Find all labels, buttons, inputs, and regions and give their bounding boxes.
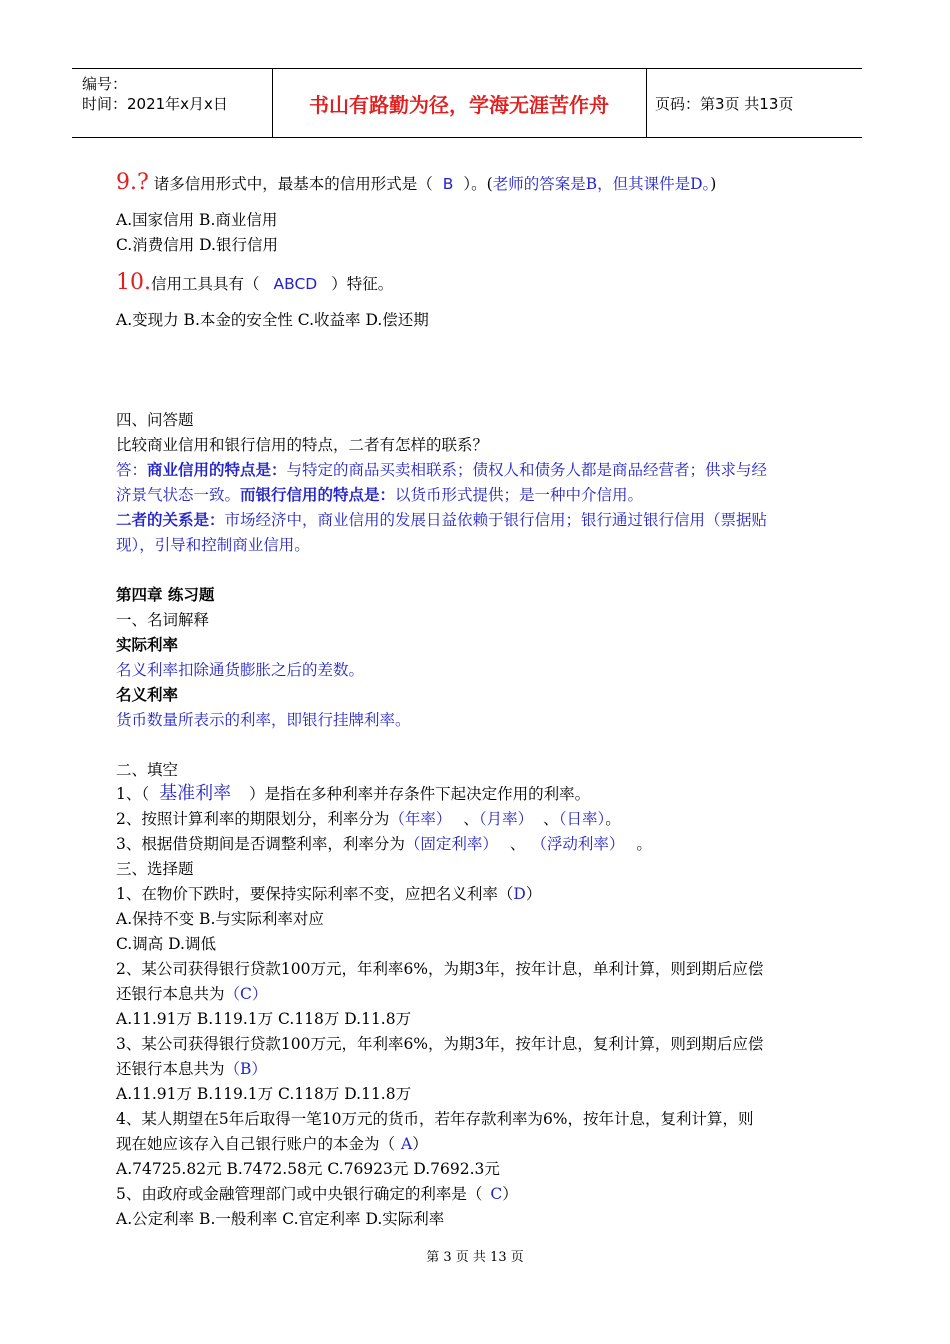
question-9-answer: B: [442, 175, 454, 193]
choice-2-line-1: 2、某公司获得银行贷款100万元，年利率6%，为期3年，按年计息，单利计算，则到期后应偿: [116, 960, 764, 978]
essay-answer-line-1: 答：商业信用的特点是：与特定的商品买卖相联系；债权人和债务人都是商品经营者；供求与经: [116, 460, 768, 479]
choice-5: 5、由政府或金融管理部门或中央银行确定的利率是（ C）: [116, 1185, 518, 1203]
question-10-number: 10.: [116, 270, 151, 295]
choice-3-options: A.11.91万 B.119.1万 C.118万 D.11.8万: [116, 1085, 412, 1103]
page-footer: 第 3 页 共 13 页: [426, 1250, 524, 1265]
choice-5-options: A.公定利率 B.一般利率 C.官定利率 D.实际利率: [116, 1210, 445, 1228]
header-info-cell: [72, 69, 273, 137]
question-10-options: A.变现力 B.本金的安全性 C.收益率 D.偿还期: [116, 311, 429, 329]
header-motto: 书山有路勤为径，学海无涯苦作舟: [272, 69, 647, 137]
question-9-note: 老师的答案是B，但其课件是D。: [492, 175, 711, 193]
page-header: [72, 68, 862, 138]
choice-1-options-1: A.保持不变 B.与实际利率对应: [116, 910, 324, 928]
question-9-options-2: C.消费信用 D.银行信用: [116, 236, 278, 254]
essay-answer-line-3: 二者的关系是：市场经济中，商业信用的发展日益依赖于银行信用；银行通过银行信用（票据贴: [116, 510, 768, 529]
fill-1-answer: 基准利率: [159, 783, 232, 804]
choice-1-options-2: C.调高 D.调低: [116, 935, 216, 953]
term-2-definition: 货币数量所表示的利率，即银行挂牌利率。: [116, 711, 411, 729]
fill-2: 2、按照计算利率的期限划分，利率分为（年率） 、（月率） 、（日率）。: [116, 810, 621, 828]
section-choice: 三、选择题: [116, 860, 194, 878]
fill-1: 1、（ 基准利率 ）是指在多种利率并存条件下起决定作用的利率。: [116, 783, 591, 804]
chapter-title: 第四章 练习题: [116, 586, 215, 604]
choice-4-options: A.74725.82元 B.7472.58元 C.76923元 D.7692.3元: [116, 1160, 500, 1178]
essay-heading: 四、问答题: [116, 411, 194, 429]
section-terms: 一、名词解释: [116, 611, 210, 629]
header-page-label: 页码：第3页 共13页: [655, 94, 794, 113]
question-10-answer: ABCD: [273, 275, 318, 293]
choice-2-options: A.11.91万 B.119.1万 C.118万 D.11.8万: [116, 1010, 412, 1028]
section-fill: 二、填空: [116, 761, 179, 779]
term-2: 名义利率: [116, 686, 179, 704]
choice-4-line-2: 现在她应该存入自己银行账户的本金为（ A）: [116, 1135, 428, 1153]
number-label: 编号：: [82, 75, 128, 93]
question-9: 9.? 诸多信用形式中，最基本的信用形式是（ B ）。(老师的答案是B，但其课件是D。): [116, 170, 717, 195]
term-1: 实际利率: [116, 636, 179, 654]
choice-2-line-2: 还银行本息共为（C）: [116, 985, 268, 1003]
term-1-definition: 名义利率扣除通货膨胀之后的差数。: [116, 661, 365, 679]
fill-3: 3、根据借贷期间是否调整利率，利率分为（固定利率） 、 （浮动利率） 。: [116, 835, 652, 853]
choice-3-line-2: 还银行本息共为（B）: [116, 1060, 267, 1078]
essay-answer-line-2: 济景气状态一致。而银行信用的特点是：以货币形式提供；是一种中介信用。: [116, 485, 644, 504]
question-9-options-1: A.国家信用 B.商业信用: [116, 211, 278, 229]
time-label: 时间：2021年x月x日: [82, 95, 228, 113]
choice-1: 1、在物价下跌时，要保持实际利率不变，应把名义利率（D）: [116, 885, 542, 903]
question-9-number: 9.?: [116, 170, 149, 195]
choice-3-line-1: 3、某公司获得银行贷款100万元，年利率6%，为期3年，按年计息，复利计算，则到期后应偿: [116, 1035, 764, 1053]
essay-question: 比较商业信用和银行信用的特点，二者有怎样的联系？: [116, 436, 489, 454]
choice-4-line-1: 4、某人期望在5年后取得一笔10万元的货币，若年存款利率为6%，按年计息，复利计算，则: [116, 1110, 754, 1128]
essay-answer-line-4: 现），引导和控制商业信用。: [116, 536, 310, 554]
question-10: 10.信用工具具有（ ABCD ）特征。: [116, 270, 394, 295]
